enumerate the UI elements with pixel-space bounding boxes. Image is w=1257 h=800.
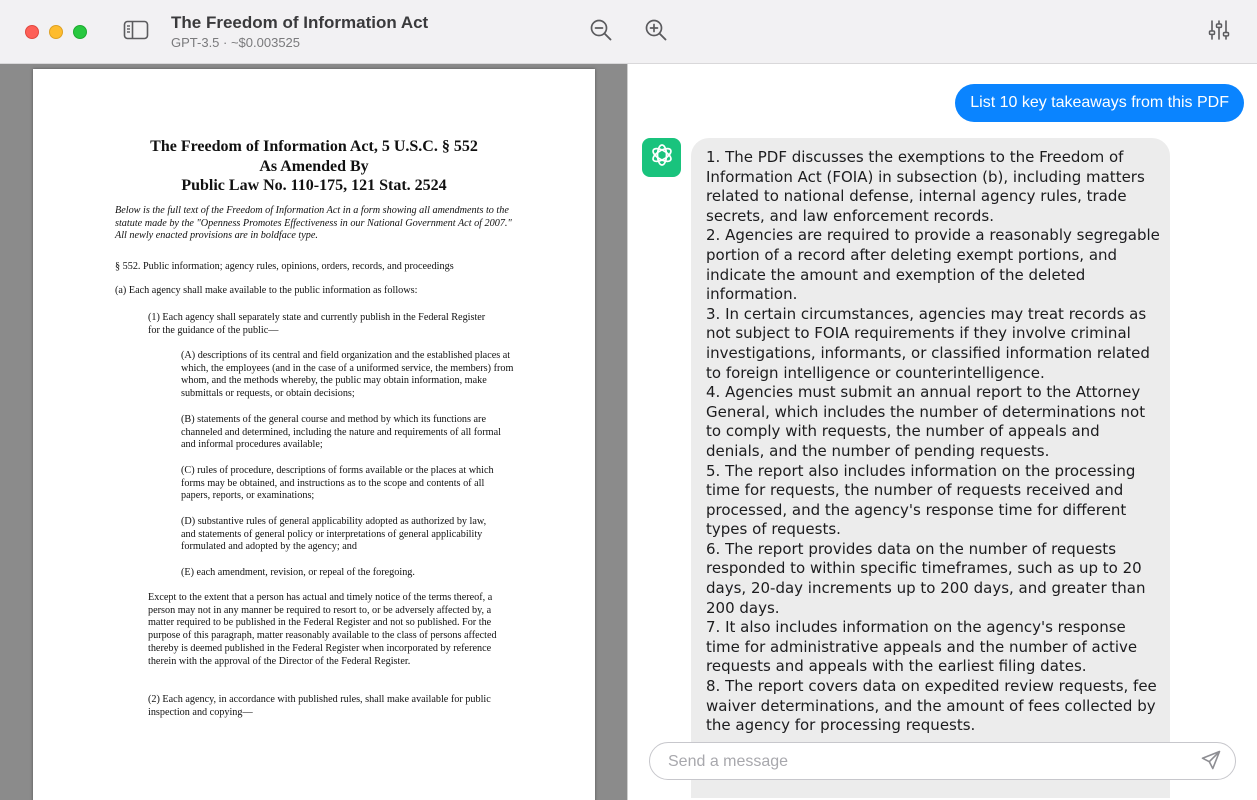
pdf-section-heading: § 552. Public information; agency rules, opinions, orders, records, and proceedings	[115, 261, 454, 272]
pdf-paragraph: Except to the extent that a person has actual and timely notice of the terms thereof, a person may not in any manner be required to resort to, or be adversely affected by, a matter required to be published in the Federal Register and not so published. For the purpose of this paragraph, matter reasonably available to the class of persons affected thereby is deemed published in the Federal Register when incorporated by reference therein with the approval of the Director of the Federal Register.	[148, 592, 497, 667]
pdf-title-line: As Amended By	[259, 157, 369, 175]
pdf-paragraph: (a) Each agency shall make available to the public information as follows:	[115, 285, 418, 296]
pdf-intro: Below is the full text of the Freedom of Information Act in a form showing all amendments to the statute made by the "Openness Promotes Effectiveness in our National Government Act of 2007." All newly enacted provisions are in boldface type.	[115, 205, 512, 241]
sliders-icon	[1208, 19, 1230, 46]
sidebar-icon	[123, 20, 149, 45]
model-cost-label: GPT-3.5 · ~$0.003525	[171, 35, 301, 50]
assistant-message-text: 1. The PDF discusses the exemptions to the Freedom of Information Act (FOIA) in subsection (b), including matters related to national defense, internal agency rules, trade secrets, and law enforcement records. 2. Agencies are required to provide a reasonably segregable portion of a record after deleting exempt portions, and indicate the amount and exemption of the deleted information. 3. In certain circumstances, agencies may treat records as not subject to FOIA requirements if they involve criminal investigations, informants, or classified information related to foreign intelligence or counterintelligence. 4. Agencies must submit an annual report to the Attorney General, which includes the number of determinations not to comply with requests, the number of appeals and denials, and the number of pending requests. 5. The report also includes information on the processing time for requests, the number of requests received and processed, and the agency's response time for different types of requests. 6. The report provides data on the number of requests responded to within specific timeframes, such as up to 20 days, 20-day increments up to 200 days, and greater than 200 days. 7. It also includes information on the agency's response time for administrative appeals and the number of active requests and appeals with the earliest filing dates. 8. The report covers data on expedited review requests, fee waiver determinations, and the amount of fees collected by the agency for processing requests.	[706, 148, 1160, 735]
pdf-paragraph: (E) each amendment, revision, or repeal of the foregoing.	[181, 567, 415, 578]
close-window-button[interactable]	[25, 25, 39, 39]
user-message-bubble: List 10 key takeaways from this PDF	[955, 84, 1244, 122]
window-title: The Freedom of Information Act	[171, 13, 429, 32]
title-bar	[0, 0, 1257, 64]
assistant-message-bubble	[691, 138, 1170, 798]
pdf-page	[33, 69, 595, 800]
chat-pane	[628, 64, 1257, 800]
zoom-out-icon	[589, 18, 613, 47]
maximize-window-button[interactable]	[73, 25, 87, 39]
message-input[interactable]	[666, 743, 1190, 781]
pdf-paragraph: (C) rules of procedure, descriptions of forms available or the places at which forms may be obtained, and instructions as to the scope and contents of all papers, reports, or examinations;	[181, 465, 494, 502]
pdf-paragraph: (1) Each agency shall separately state and currently publish in the Federal Register for the guidance of the public—	[148, 312, 486, 336]
window-title-block	[171, 12, 428, 51]
assistant-avatar	[642, 138, 681, 177]
zoom-in-button[interactable]	[642, 18, 670, 46]
send-button[interactable]	[1199, 750, 1223, 774]
pdf-viewer[interactable]	[0, 64, 628, 800]
pdf-paragraph: (D) substantive rules of general applicability adopted as authorized by law, and statements of general policy or interpretations of general applicability formulated and adopted by the agency; and	[181, 516, 487, 553]
pdf-paragraph: (B) statements of the general course and method by which its functions are channeled and determined, including the nature and requirements of all formal and informal procedures available;	[181, 414, 501, 451]
zoom-in-icon	[644, 18, 668, 47]
pdf-paragraph: (A) descriptions of its central and field organization and the established places at which, the employees (and in the case of a uniformed service, the members) from whom, and the methods whereby, the public may obtain information, make submittals or requests, or obtain decisions;	[181, 350, 514, 400]
settings-button[interactable]	[1205, 18, 1233, 46]
pdf-title	[33, 137, 595, 196]
pdf-title-line: Public Law No. 110-175, 121 Stat. 2524	[181, 177, 447, 194]
pdf-paragraph: (2) Each agency, in accordance with published rules, shall make available for public inspection and copying—	[148, 694, 491, 718]
pdf-title-line: The Freedom of Information Act, 5 U.S.C. § 552	[150, 138, 478, 155]
paper-plane-icon	[1201, 750, 1221, 775]
sidebar-toggle-button[interactable]	[122, 20, 150, 44]
zoom-out-button[interactable]	[587, 18, 615, 46]
message-composer	[649, 742, 1236, 780]
openai-logo-icon	[648, 141, 676, 174]
minimize-window-button[interactable]	[49, 25, 63, 39]
